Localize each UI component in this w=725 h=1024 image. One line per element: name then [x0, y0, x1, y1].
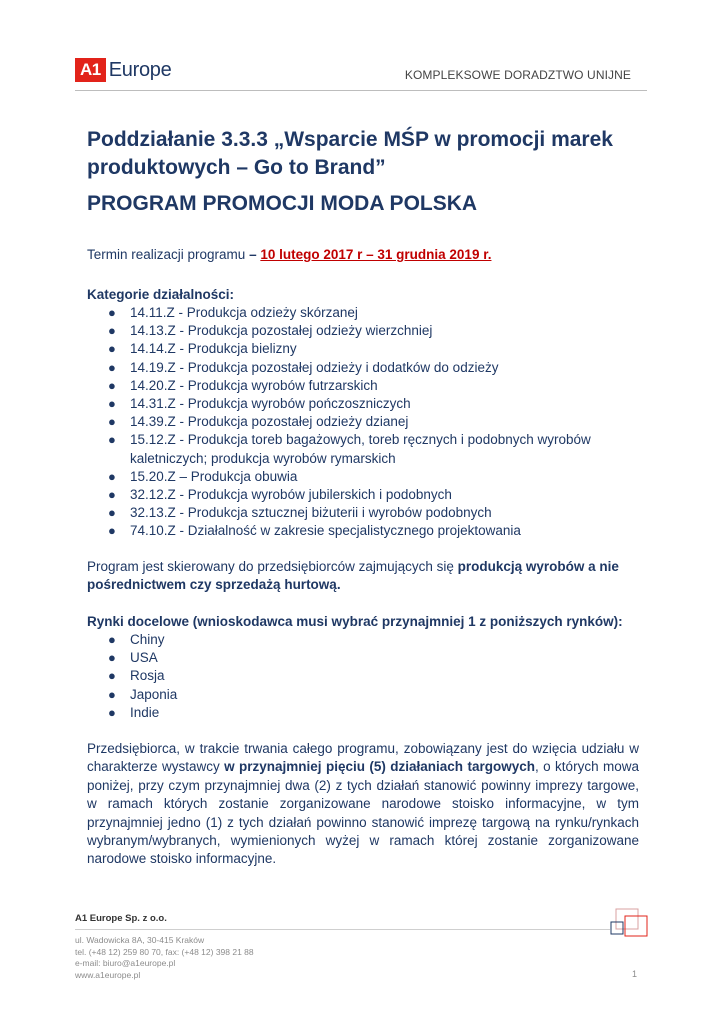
- target-text: Program jest skierowany do przedsiębiorców zajmujących się: [87, 559, 458, 574]
- title-line-1: Poddziałanie 3.3.3 „Wsparcie MŚP w promocji marek: [87, 128, 613, 151]
- footer-contact: [75, 935, 254, 981]
- list-item: [87, 504, 627, 522]
- decorative-squares-icon: [610, 908, 650, 938]
- bullet-icon: ●: [108, 668, 116, 684]
- list-item-text: 14.14.Z - Produkcja bielizny: [130, 341, 297, 357]
- bullet-icon: ●: [108, 505, 116, 521]
- list-item: [87, 631, 627, 649]
- bullet-icon: ●: [108, 359, 116, 375]
- footer-divider: [75, 929, 610, 930]
- bullet-icon: ●: [108, 432, 116, 448]
- bullet-icon: ●: [108, 704, 116, 720]
- obligation-bold: w przynajmniej pięciu (5) działaniach targowych: [224, 759, 535, 775]
- bullet-icon: ●: [108, 632, 116, 647]
- list-item: [87, 522, 627, 540]
- list-item: [87, 413, 627, 431]
- list-item: [87, 340, 627, 358]
- target-paragraph: [87, 558, 639, 595]
- list-item-text: 14.19.Z - Produkcja pozostałej odzieży i dodatków do odzieży: [130, 359, 499, 375]
- bullet-icon: ●: [108, 323, 116, 339]
- bullet-icon: ●: [108, 468, 116, 484]
- page-number: 1: [632, 969, 638, 979]
- company-logo: [75, 58, 171, 82]
- footer-website[interactable]: www.a1europe.pl: [75, 969, 141, 980]
- list-item: [87, 686, 627, 704]
- term-dash: –: [249, 247, 257, 262]
- markets-heading: Rynki docelowe (wnioskodawca musi wybrać przynajmniej 1 z poniższych rynków):: [87, 614, 623, 629]
- program-name: PROGRAM PROMOCJI MODA POLSKA: [87, 192, 478, 215]
- list-item: [87, 667, 627, 685]
- list-item: [87, 322, 627, 340]
- list-item-text: Indie: [130, 704, 160, 720]
- term-dates: 10 lutego 2017 r – 31 grudnia 2019 r.: [260, 247, 492, 262]
- logo-box: A1: [75, 58, 106, 82]
- list-item-text: Chiny: [130, 632, 165, 647]
- bullet-icon: ●: [108, 487, 116, 503]
- bullet-icon: ●: [108, 341, 116, 357]
- bullet-icon: ●: [108, 650, 116, 666]
- list-item-text: 14.20.Z - Produkcja wyrobów futrzarskich: [130, 377, 378, 393]
- list-item-text: 32.12.Z - Produkcja wyrobów jubilerskich i podobnych: [130, 487, 452, 503]
- bullet-icon: ●: [108, 305, 116, 320]
- bullet-icon: ●: [108, 686, 116, 702]
- footer-address: ul. Wadowicka 8A, 30-415 Kraków: [75, 935, 205, 945]
- list-item: [87, 431, 627, 467]
- footer-email[interactable]: e-mail: biuro@a1europe.pl: [75, 958, 176, 968]
- list-item-text: 14.11.Z - Produkcja odzieży skórzanej: [130, 305, 358, 320]
- list-item-text: Rosja: [130, 668, 165, 684]
- list-item-text: 15.12.Z - Produkcja toreb bagażowych, toreb ręcznych i podobnych wyrobów kaletniczych; produkcja wyrobów rymarskich: [130, 432, 591, 466]
- list-item: [87, 359, 627, 377]
- list-item-text: Japonia: [130, 686, 178, 702]
- list-item: [87, 395, 627, 413]
- bullet-icon: ●: [108, 414, 116, 430]
- footer-company: A1 Europe Sp. z o.o.: [75, 913, 167, 924]
- bullet-icon: ●: [108, 396, 116, 412]
- list-item-text: 74.10.Z - Działalność w zakresie specjalistycznego projektowania: [130, 523, 521, 539]
- list-item: [87, 486, 627, 504]
- obligation-text-2: , o których mowa poniżej, przy czym przynajmniej dwa (2) z tych działań stanowić powinny imprezy targowe, w ramach których zostanie zorganizowane narodowe stoisko informacyjne, w tym przynajmniej jedno (1) z tych działań powinno stanowić imprezę targową na rynku/rynkach wybranym/wybranych, wymienionych wyżej w ramach której zostanie zorganizowane narodowe stoisko informacyjne.: [87, 759, 639, 867]
- list-item-text: 14.13.Z - Produkcja pozostałej odzieży wierzchniej: [130, 323, 433, 339]
- list-item-text: 15.20.Z – Produkcja obuwia: [130, 468, 298, 484]
- list-item: [87, 704, 627, 722]
- bullet-icon: ●: [108, 377, 116, 393]
- list-item: [87, 377, 627, 395]
- list-item: [87, 468, 627, 486]
- header-divider: [75, 90, 647, 91]
- term-label: Termin realizacji programu: [87, 247, 250, 262]
- footer-phone: tel. (+48 12) 259 80 70, fax: (+48 12) 398 21 88: [75, 946, 254, 957]
- logo-text: Europe: [108, 59, 172, 81]
- list-item-text: 32.13.Z - Produkcja sztucznej biżuterii i wyrobów podobnych: [130, 505, 492, 521]
- title-line-2: produktowych – Go to Brand”: [87, 156, 386, 179]
- list-item: [87, 304, 627, 322]
- list-item-text: 14.39.Z - Produkcja pozostałej odzieży dzianej: [130, 414, 409, 430]
- markets-list: [87, 631, 627, 722]
- document-title: [87, 126, 647, 182]
- categories-heading: Kategorie działalności:: [87, 287, 235, 302]
- categories-list: [87, 304, 627, 541]
- obligation-text-1: Przedsiębiorca, w trakcie trwania całego programu, zobowiązany jest do wzięcia udziału w charakterze wystawcy: [87, 741, 639, 775]
- program-term: [87, 247, 491, 262]
- list-item-text: 14.31.Z - Produkcja wyrobów pończoszniczych: [130, 396, 411, 412]
- header-tagline: KOMPLEKSOWE DORADZTWO UNIJNE: [404, 68, 631, 82]
- target-bold: produkcją wyrobów a nie pośrednictwem czy sprzedażą hurtową.: [87, 559, 619, 593]
- list-item: [87, 649, 627, 667]
- obligation-paragraph: [87, 740, 639, 869]
- bullet-icon: ●: [108, 523, 116, 539]
- list-item-text: USA: [130, 650, 158, 666]
